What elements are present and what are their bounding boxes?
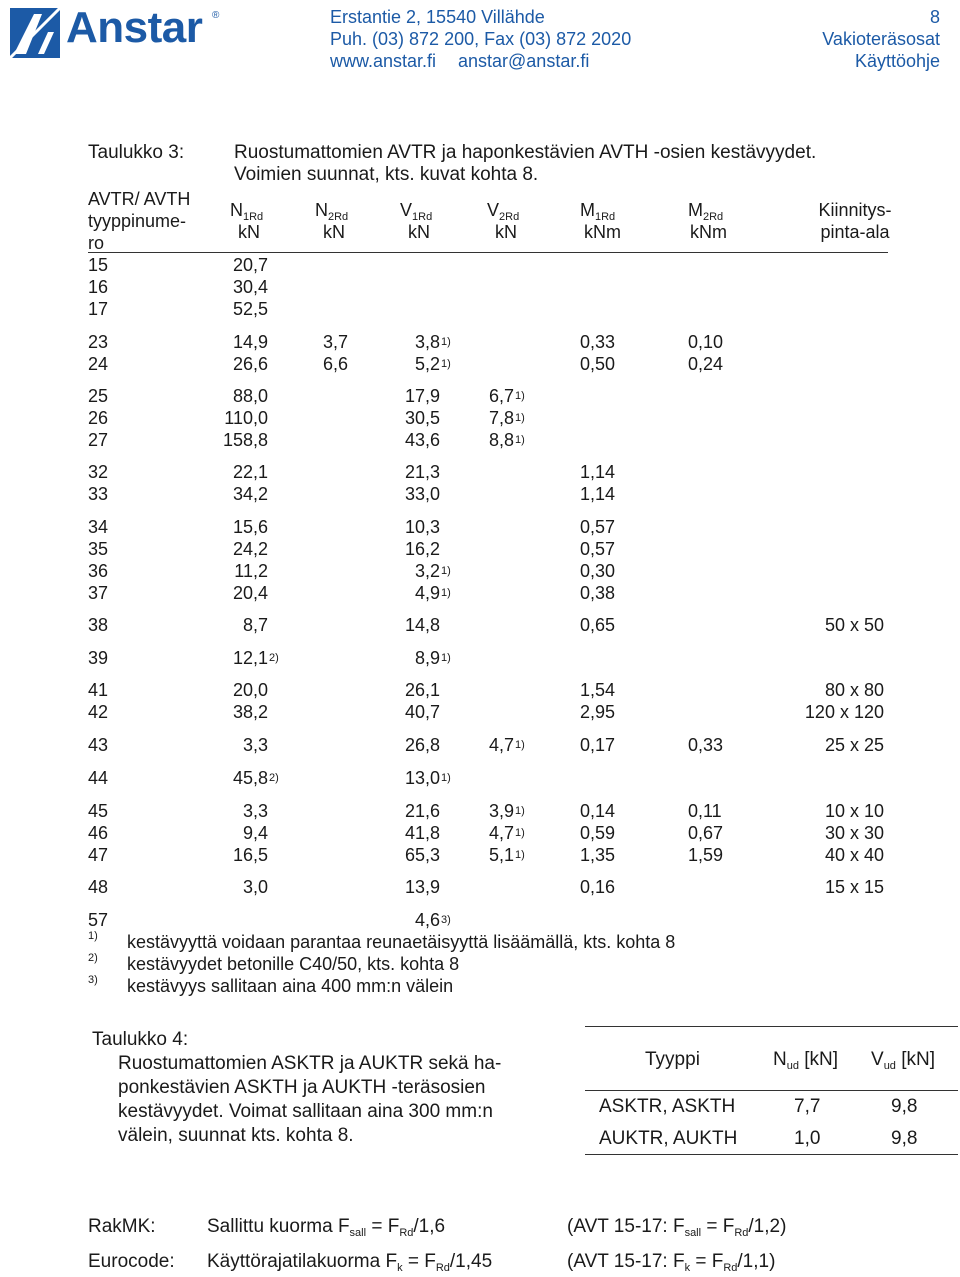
cell-v1: 16,2 xyxy=(404,539,440,559)
cell-n1: 20,0 xyxy=(232,680,268,700)
table-row xyxy=(88,429,888,451)
cell-k: 40 x 40 xyxy=(824,845,884,865)
eurocode-avt-formula: (AVT 15-17: $F_k = F_{Rd}/1,1$) xyxy=(567,1251,776,1274)
cell-n1: 26,6 xyxy=(232,354,268,374)
table-row xyxy=(88,407,888,429)
cell-v1: 8,9 1) xyxy=(414,648,451,668)
table-row xyxy=(88,614,888,636)
cell-id: 45 xyxy=(88,801,109,821)
footnote-ref: 1) xyxy=(441,587,451,599)
table-row xyxy=(88,538,888,560)
cell-n1: 15,6 xyxy=(232,517,268,537)
cell-v1: 65,3 xyxy=(404,845,440,865)
table4-row2-type: AUKTR, AUKTH xyxy=(599,1128,738,1149)
table-row xyxy=(88,560,888,582)
cell-n1: 8,7 xyxy=(242,615,268,635)
col-header-m1rd: $M_{1Rd}$ xyxy=(580,200,616,223)
table-row xyxy=(88,647,888,669)
rakmk-formula: Sallittu kuorma $F_{sall} = F_{Rd}/1,6$ xyxy=(207,1216,446,1239)
cell-m2: 0,67 xyxy=(688,823,724,843)
cell-m2: 0,24 xyxy=(688,354,724,374)
cell-n1: 9,4 xyxy=(242,823,268,843)
cell-v1: 4,9 1) xyxy=(414,583,451,603)
col-header-area-line2: pinta-ala xyxy=(820,222,890,242)
cell-m1: 0,38 xyxy=(580,583,616,603)
table4-caption-line3: kestävyydet. Voimat sallitaan aina 300 mm:n xyxy=(118,1101,493,1122)
cell-v2: 6,7 1) xyxy=(488,386,525,406)
col-header-v2rd: $V_{2Rd}$ xyxy=(487,200,520,223)
cell-id: 36 xyxy=(88,561,109,581)
cell-n2: 3,7 xyxy=(322,332,348,352)
table-row xyxy=(88,800,888,822)
footnote-ref: 1) xyxy=(515,849,525,861)
cell-v2: 7,8 1) xyxy=(488,408,525,428)
rakmk-avt-formula: (AVT 15-17: $F_{sall} = F_{Rd}/1,2$) xyxy=(567,1216,787,1239)
footnote-text-3: kestävyys sallitaan aina 400 mm:n välein xyxy=(127,976,454,996)
cell-id: 35 xyxy=(88,539,109,559)
cell-v1: 5,2 1) xyxy=(414,354,451,374)
table4-row1-type: ASKTR, ASKTH xyxy=(599,1096,736,1117)
cell-k: 25 x 25 xyxy=(824,735,884,755)
footnote-ref: 1) xyxy=(515,412,525,424)
table4-head-type: Tyyppi xyxy=(645,1049,700,1070)
cell-id: 33 xyxy=(88,484,109,504)
cell-v1: 17,9 xyxy=(404,386,440,406)
cell-n1: 16,5 xyxy=(232,845,268,865)
cell-id: 41 xyxy=(88,680,109,700)
brand-name: Anstar xyxy=(66,3,203,52)
cell-v1: 3,8 1) xyxy=(414,332,451,352)
cell-n1: 22,1 xyxy=(232,462,268,482)
cell-v2: 4,7 1) xyxy=(488,735,525,755)
table4-head-n: $N_{ud}$ [kN] xyxy=(773,1049,839,1072)
cell-m1: 0,33 xyxy=(580,332,616,352)
email-link[interactable]: anstar@anstar.fi xyxy=(458,51,590,71)
table-row xyxy=(88,385,888,407)
footnote-mark-2: 2) xyxy=(88,952,98,964)
table4-row1-v: 9,8 xyxy=(891,1096,918,1117)
footnote-mark-3: 3) xyxy=(88,974,98,986)
table-row xyxy=(88,734,888,756)
col-unit-v2rd: kN xyxy=(495,222,517,242)
cell-id: 23 xyxy=(88,332,109,352)
cell-n1: 11,2 xyxy=(234,561,268,581)
footnote-ref: 1) xyxy=(515,390,525,402)
cell-id: 37 xyxy=(88,583,109,603)
table3-caption-line1: Ruostumattomien AVTR ja haponkestävien AVTH -osien kestävyydet. xyxy=(234,142,817,163)
col-unit-m1rd: kNm xyxy=(584,222,621,242)
cell-k: 10 x 10 xyxy=(824,801,884,821)
cell-n1: 14,9 xyxy=(232,332,268,352)
cell-m1: 0,30 xyxy=(580,561,616,581)
cell-n1: 3,0 xyxy=(242,877,268,897)
rakmk-label: RakMK: xyxy=(88,1216,156,1237)
col-unit-v1rd: kN xyxy=(408,222,430,242)
cell-id: 42 xyxy=(88,702,109,722)
doc-type: Käyttöohje xyxy=(854,51,940,71)
cell-id: 39 xyxy=(88,648,109,668)
table-row xyxy=(88,516,888,538)
web-link[interactable]: www.anstar.fi xyxy=(330,51,437,71)
cell-m1: 0,50 xyxy=(580,354,616,374)
cell-id: 38 xyxy=(88,615,109,635)
cell-v1: 14,8 xyxy=(404,615,440,635)
footnote-ref: 2) xyxy=(269,652,279,664)
col-unit-m2rd: kNm xyxy=(690,222,727,242)
footnote-text-2: kestävyydet betonille C40/50, kts. kohta 8 xyxy=(127,954,460,974)
cell-m1: 0,59 xyxy=(580,823,616,843)
col-header-m2rd: $M_{2Rd}$ xyxy=(688,200,724,223)
table3-caption-line2: Voimien suunnat, kts. kuvat kohta 8. xyxy=(234,164,539,185)
footnote-ref: 1) xyxy=(441,336,451,348)
col-unit-n1rd: kN xyxy=(238,222,260,242)
cell-n2: 6,6 xyxy=(322,354,348,374)
footnote-ref: 1) xyxy=(515,739,525,751)
footnote-ref: 1) xyxy=(515,434,525,446)
cell-id: 26 xyxy=(88,408,109,428)
table3-header-rule xyxy=(88,252,888,253)
footnote-ref: 2) xyxy=(269,772,279,784)
cell-v1: 4,6 3) xyxy=(414,910,451,930)
footnote-ref: 1) xyxy=(441,358,451,370)
cell-id: 46 xyxy=(88,823,109,843)
footnote-ref: 1) xyxy=(515,827,525,839)
cell-n1: 88,0 xyxy=(232,386,268,406)
table-row xyxy=(88,298,888,320)
table-row xyxy=(88,582,888,604)
cell-m2: 0,11 xyxy=(688,801,722,821)
table-row xyxy=(88,876,888,898)
footnote-ref: 1) xyxy=(441,565,451,577)
table4-caption-line2: ponkestävien ASKTH ja AUKTH -teräsosien xyxy=(118,1077,486,1098)
table4-caption-line4: välein, suunnat kts. kohta 8. xyxy=(118,1125,354,1146)
cell-id: 44 xyxy=(88,768,109,788)
table4-bottom-rule xyxy=(585,1154,958,1155)
cell-k: 30 x 30 xyxy=(824,823,884,843)
cell-v2: 5,1 1) xyxy=(488,845,525,865)
cell-v2: 3,9 1) xyxy=(488,801,525,821)
table-row xyxy=(88,701,888,723)
cell-v1: 13,9 xyxy=(404,877,440,897)
cell-m1: 0,57 xyxy=(580,517,616,537)
cell-m2: 0,10 xyxy=(688,332,724,352)
cell-v1: 3,2 1) xyxy=(414,561,451,581)
registered-mark: ® xyxy=(212,10,220,21)
table4-row2-n: 1,0 xyxy=(794,1128,821,1149)
page-number: 8 xyxy=(929,7,940,27)
cell-n1: 20,4 xyxy=(232,583,268,603)
cell-id: 47 xyxy=(88,845,109,865)
cell-k: 80 x 80 xyxy=(824,680,884,700)
cell-v1: 26,1 xyxy=(404,680,440,700)
address-line1: Erstantie 2, 15540 Villähde xyxy=(330,7,545,27)
cell-v1: 33,0 xyxy=(404,484,440,504)
table-row xyxy=(88,844,888,866)
cell-v1: 13,0 1) xyxy=(404,768,451,788)
col-unit-n2rd: kN xyxy=(323,222,345,242)
col-header-area-line1: Kiinnitys- xyxy=(818,200,892,220)
cell-n1: 3,3 xyxy=(242,801,268,821)
cell-n1: 24,2 xyxy=(232,539,268,559)
cell-n1: 34,2 xyxy=(232,484,268,504)
table4-caption-line1: Ruostumattomien ASKTR ja AUKTR sekä ha- xyxy=(118,1053,502,1074)
table4-header-rule xyxy=(585,1090,958,1091)
cell-n1: 38,2 xyxy=(232,702,268,722)
table-row xyxy=(88,822,888,844)
table-row xyxy=(88,909,888,931)
table4-row2-v: 9,8 xyxy=(891,1128,918,1149)
table-row xyxy=(88,276,888,298)
cell-v1: 43,6 xyxy=(404,430,440,450)
eurocode-formula: Käyttörajatilakuorma $F_k = F_{Rd}/1,45$ xyxy=(207,1251,493,1274)
cell-v1: 21,6 xyxy=(404,801,440,821)
table4-row1-n: 7,7 xyxy=(794,1096,821,1117)
cell-m1: 1,14 xyxy=(580,484,616,504)
table-row xyxy=(88,331,888,353)
category: Vakioteräsosat xyxy=(822,29,940,49)
footnote-ref: 3) xyxy=(441,914,451,926)
cell-v1: 41,8 xyxy=(404,823,440,843)
cell-m1: 1,35 xyxy=(580,845,616,865)
cell-n1: 52,5 xyxy=(232,299,268,319)
eurocode-label: Eurocode: xyxy=(88,1251,175,1272)
cell-id: 24 xyxy=(88,354,109,374)
table4-top-rule xyxy=(585,1026,958,1027)
cell-n1: 3,3 xyxy=(242,735,268,755)
cell-m1: 0,14 xyxy=(580,801,616,821)
cell-m1: 0,65 xyxy=(580,615,616,635)
address-line2: Puh. (03) 872 200, Fax (03) 872 2020 xyxy=(330,29,632,49)
table3-col-id-line2: tyyppinume- xyxy=(88,211,187,231)
cell-id: 16 xyxy=(88,277,109,297)
col-header-n2rd: $N_{2Rd}$ xyxy=(315,200,349,223)
cell-id: 43 xyxy=(88,735,109,755)
table3-col-id-line1: AVTR/ AVTH xyxy=(88,189,191,209)
cell-m1: 0,17 xyxy=(580,735,616,755)
cell-v1: 21,3 xyxy=(404,462,440,482)
table4-head-v: $V_{ud}$ [kN] xyxy=(871,1049,935,1072)
footnote-ref: 1) xyxy=(441,652,451,664)
cell-m1: 1,54 xyxy=(580,680,616,700)
cell-id: 25 xyxy=(88,386,109,406)
cell-n1: 12,1 2) xyxy=(232,648,279,668)
cell-v2: 8,8 1) xyxy=(488,430,525,450)
cell-m1: 0,16 xyxy=(580,877,616,897)
table-row xyxy=(88,461,888,483)
anstar-logo-icon xyxy=(8,6,64,60)
cell-k: 50 x 50 xyxy=(824,615,884,635)
cell-v1: 26,8 xyxy=(404,735,440,755)
table-row xyxy=(88,679,888,701)
cell-n1: 158,8 xyxy=(222,430,268,450)
footnote-text-1: kestävyyttä voidaan parantaa reunaetäisyyttä lisäämällä, kts. kohta 8 xyxy=(127,932,676,952)
cell-v1: 30,5 xyxy=(404,408,440,428)
cell-n1: 110,0 xyxy=(224,408,268,428)
anstar-logo xyxy=(8,4,220,60)
table4-label: Taulukko 4: xyxy=(92,1029,189,1050)
col-header-n1rd: $N_{1Rd}$ xyxy=(230,200,264,223)
table3-col-id-line3: ro xyxy=(88,233,105,253)
col-header-v1rd: $V_{1Rd}$ xyxy=(400,200,433,223)
cell-k: 15 x 15 xyxy=(824,877,884,897)
footnote-ref: 1) xyxy=(515,805,525,817)
table-row xyxy=(88,254,888,276)
cell-m1: 2,95 xyxy=(580,702,616,722)
cell-id: 48 xyxy=(88,877,109,897)
cell-id: 32 xyxy=(88,462,109,482)
cell-m2: 1,59 xyxy=(688,845,724,865)
cell-m1: 1,14 xyxy=(580,462,616,482)
cell-id: 34 xyxy=(88,517,109,537)
cell-m1: 0,57 xyxy=(580,539,616,559)
cell-id: 57 xyxy=(88,910,109,930)
table3-label: Taulukko 3: xyxy=(88,142,185,163)
cell-m2: 0,33 xyxy=(688,735,724,755)
table-row xyxy=(88,353,888,375)
cell-v1: 10,3 xyxy=(404,517,440,537)
cell-id: 27 xyxy=(88,430,109,450)
cell-k: 120 x 120 xyxy=(804,702,884,722)
cell-v2: 4,7 1) xyxy=(488,823,525,843)
cell-v1: 40,7 xyxy=(404,702,440,722)
footnote-mark-1: 1) xyxy=(88,930,98,942)
cell-n1: 30,4 xyxy=(232,277,268,297)
cell-id: 15 xyxy=(88,255,109,275)
cell-n1: 20,7 xyxy=(232,255,268,275)
cell-n1: 45,8 2) xyxy=(232,768,279,788)
cell-id: 17 xyxy=(88,299,109,319)
table-row xyxy=(88,483,888,505)
footnote-ref: 1) xyxy=(441,772,451,784)
table-row xyxy=(88,767,888,789)
